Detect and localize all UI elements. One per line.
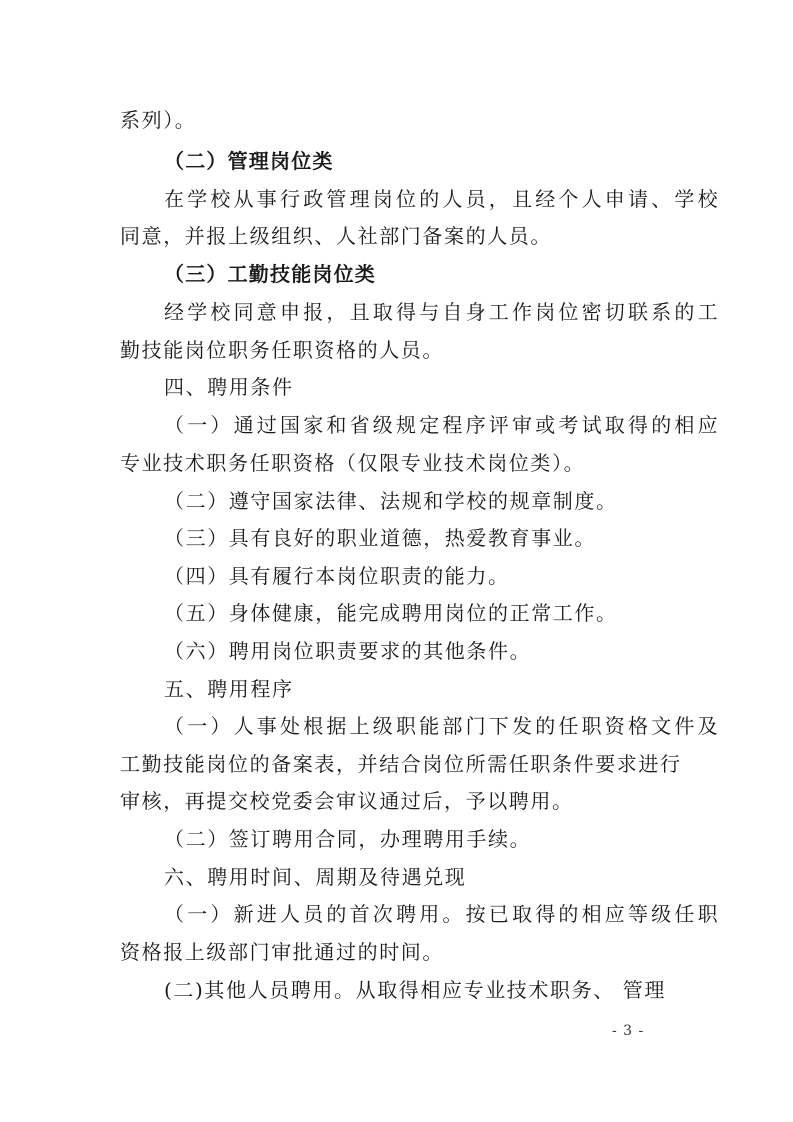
paragraph-line: （一）人事处根据上级职能部门下发的任职资格文件及 (164, 714, 721, 738)
paragraph-line: （四）具有履行本岗位职责的能力。 (164, 564, 510, 588)
section-heading: 六、聘用时间、周期及待遇兑现 (164, 865, 467, 889)
paragraph-line: 审核，再提交校党委会审议通过后，予以聘用。 (120, 789, 574, 813)
paragraph-line: 工勤技能岗位的备案表，并结合岗位所需任职条件要求进行 (120, 752, 682, 776)
paragraph-line: 经学校同意申报，且取得与自身工作岗位密切联系的工 (164, 300, 721, 324)
paragraph-line: 勤技能岗位职务任职资格的人员。 (120, 338, 444, 362)
paragraph-line: （五）身体健康，能完成聘用岗位的正常工作。 (164, 601, 618, 625)
paragraph-line: （一）通过国家和省级规定程序评审或考试取得的相应 (164, 413, 721, 437)
section-heading: （三）工勤技能岗位类 (164, 262, 376, 286)
paragraph-line: 在学校从事行政管理岗位的人员，且经个人申请、学校 (164, 187, 721, 211)
paragraph-line: （二）签订聘用合同，办理聘用手续。 (164, 827, 532, 851)
section-heading: 四、聘用条件 (164, 375, 294, 399)
paragraph-line: 资格报上级部门审批通过的时间。 (120, 940, 444, 964)
section-heading: （二）管理岗位类 (164, 149, 334, 173)
paragraph-line: 同意，并报上级组织、人社部门备案的人员。 (120, 224, 552, 248)
paragraph-line: 专业技术职务任职资格（仅限专业技术岗位类）。 (120, 451, 586, 475)
section-heading: 五、聘用程序 (164, 677, 294, 701)
paragraph-line: （三）具有良好的职业道德，热爱教育事业。 (164, 526, 596, 550)
paragraph-line: （六）聘用岗位职责要求的其他条件。 (164, 639, 532, 663)
paragraph-line: 系列）。 (120, 108, 197, 132)
page-number: - 3 - (612, 1023, 645, 1039)
paragraph-line: (二)其他人员聘用。从取得相应专业技术职务、 管理 (164, 978, 666, 1002)
paragraph-line: （一）新进人员的首次聘用。按已取得的相应等级任职 (164, 902, 721, 926)
paragraph-line: （二）遵守国家法律、法规和学校的规章制度。 (164, 489, 618, 513)
